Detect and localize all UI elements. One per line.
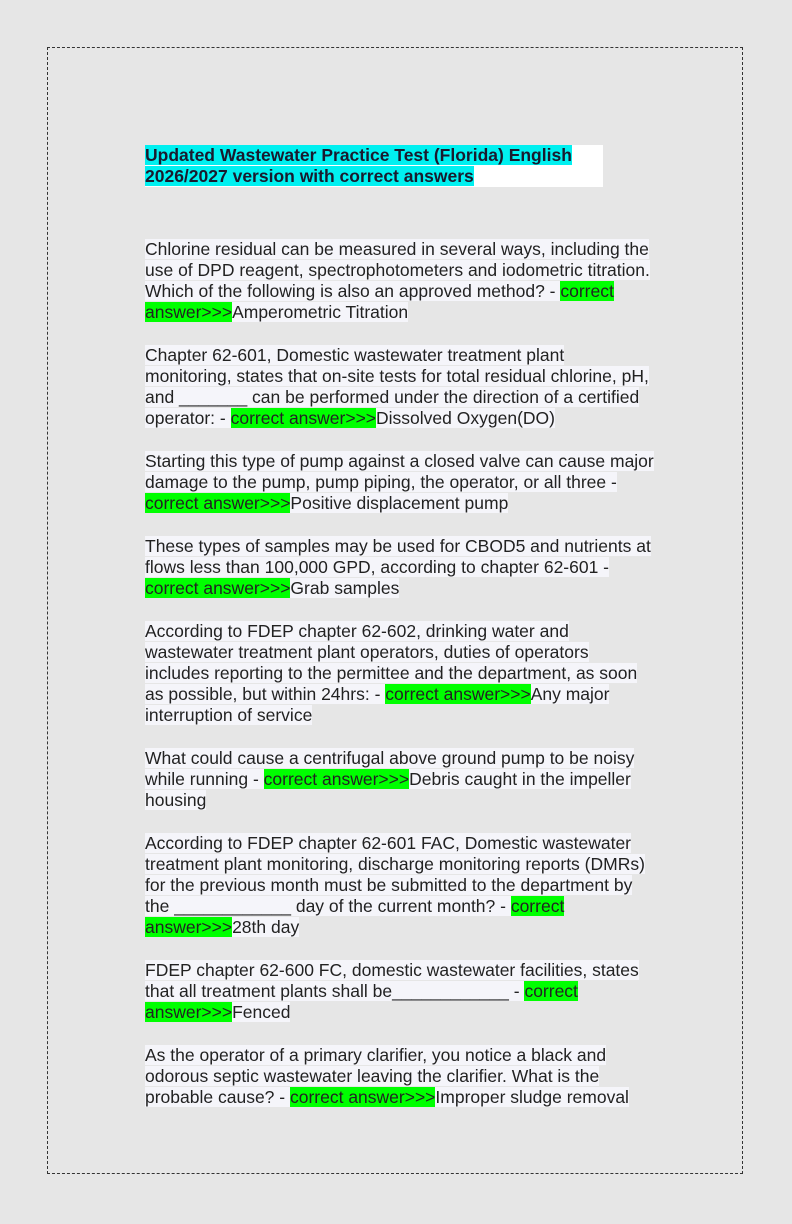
qa-item-8 [145,960,655,1023]
question-text: According to FDEP chapter 62-601 FAC, Domestic wastewater treatment plant monitoring, discharge monitoring reports (DMRs) for the previous month must be submitted to the department by the ____________ day of the current month? - [145,833,645,916]
question-text: These types of samples may be used for CBOD5 and nutrients at flows less than 100,000 GPD, according to chapter 62-601 - [145,536,651,577]
document-content [145,145,655,1130]
qa-item-7 [145,833,655,938]
question-text: Chlorine residual can be measured in several ways, including the use of DPD reagent, spectrophotometers and iodometric titration. Which of the following is also an approved method? - [145,239,650,301]
correct-answer-marker: correct answer>>> [289,1087,436,1107]
correct-answer-marker: correct answer>>> [145,281,614,322]
correct-answer-marker: correct answer>>> [145,493,291,513]
qa-item-2 [145,345,655,429]
title-line-1: Updated Wastewater Practice Test (Florida) English [145,145,572,165]
qa-item-6 [145,748,655,811]
correct-answer-marker: correct answer>>> [263,769,410,789]
title-line-2: 2026/2027 version with correct answers [145,166,474,186]
question-text: Chapter 62-601, Domestic wastewater treatment plant monitoring, states that on-site tests for total residual chlorine, pH, and _______ can be performed under the direction of a certified operator: - [145,345,649,428]
answer-text: 28th day [232,917,300,937]
qa-item-4 [145,536,655,599]
answer-text: Amperometric Titration [232,302,409,322]
correct-answer-marker: correct answer>>> [145,578,291,598]
document-title [145,145,603,187]
question-text: According to FDEP chapter 62-602, drinking water and wastewater treatment plant operators, duties of operators includes reporting to the permittee and the department, as soon as possible, but within 24hrs: - [145,621,638,704]
question-text: Starting this type of pump against a closed valve can cause major damage to the pump, pump piping, the operator, or all three - [145,451,654,492]
correct-answer-marker: correct answer>>> [145,896,565,937]
qa-item-3 [145,451,655,514]
answer-text: Any major interruption of service [145,684,610,725]
answer-text: Improper sludge removal [435,1087,629,1107]
answer-text: Fenced [232,1002,291,1022]
correct-answer-marker: correct answer>>> [385,684,531,704]
qa-item-5 [145,621,655,726]
question-text: FDEP chapter 62-600 FC, domestic wastewater facilities, states that all treatment plants shall be____________ - [145,960,639,1001]
correct-answer-marker: correct answer>>> [230,408,377,428]
question-text: As the operator of a primary clarifier, you notice a black and odorous septic wastewater leaving the clarifier. What is the probable cause? - [145,1045,607,1107]
question-text: What could cause a centrifugal above ground pump to be noisy while running - [145,748,635,789]
answer-text: Dissolved Oxygen(DO) [376,408,555,428]
title-block [145,145,603,187]
answer-text: Debris caught in the impeller housing [145,769,631,810]
answer-text: Grab samples [290,578,400,598]
correct-answer-marker: correct answer>>> [145,981,578,1022]
qa-item-1 [145,239,655,323]
qa-item-9 [145,1045,655,1108]
answer-text: Positive displacement pump [290,493,509,513]
